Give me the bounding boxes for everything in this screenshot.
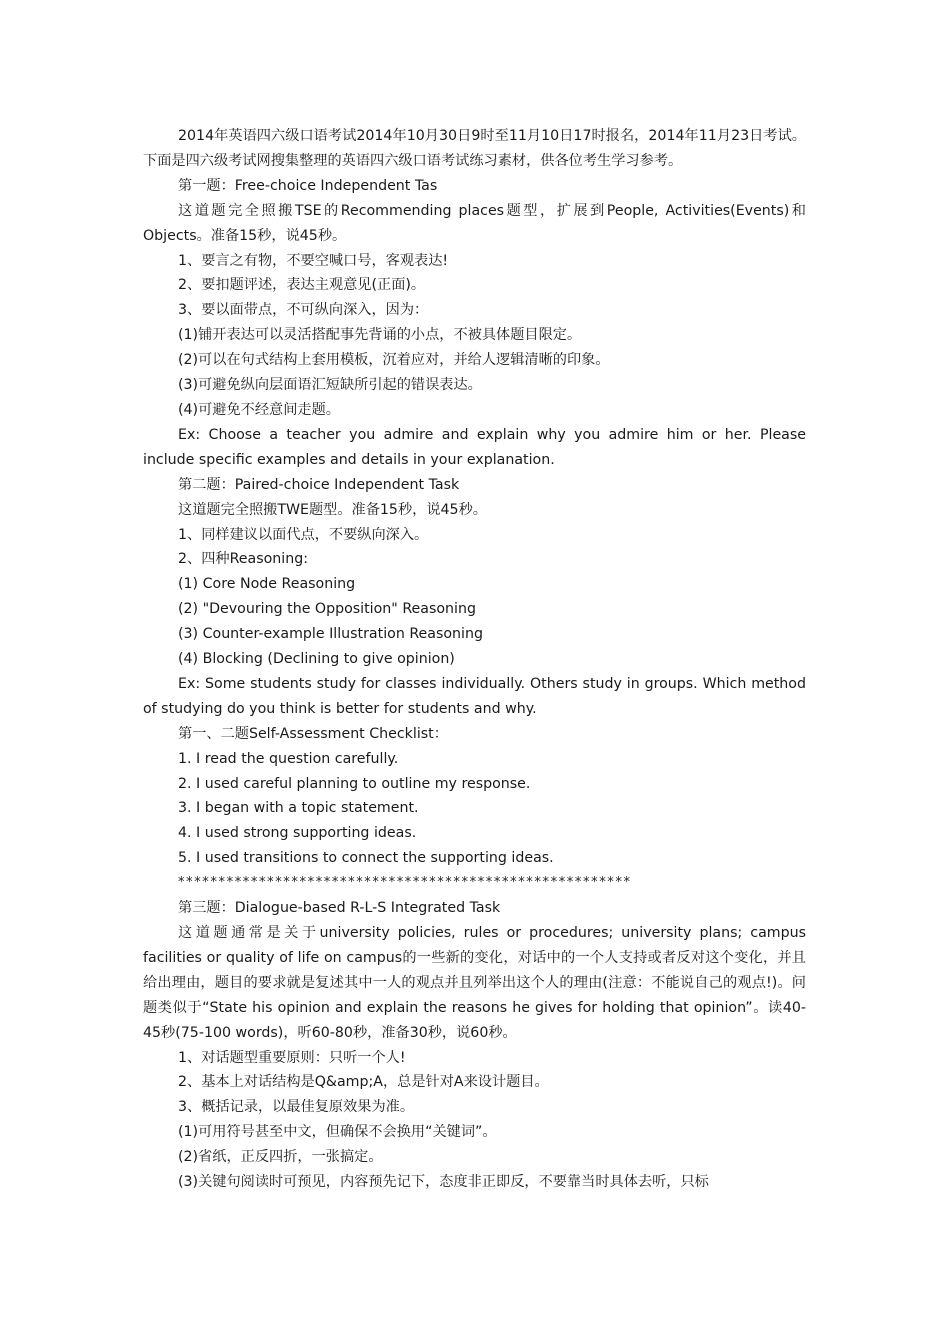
list-item: 1、要言之有物，不要空喊口号，客观表达!	[178, 252, 449, 269]
checklist-item: 4. I used strong supporting ideas.	[178, 825, 417, 842]
list-item: (3)可避免纵向层面语汇短缺所引起的错误表达。	[178, 377, 482, 394]
list-item: (4)可避免不经意间走题。	[178, 401, 340, 418]
list-item: (3)关键句阅读时可预见，内容预先记下，态度非正即反，不要靠当时具体去听，只标	[178, 1174, 709, 1191]
list-item: (2)可以在句式结构上套用模板，沉着应对，并给人逻辑清晰的印象。	[178, 352, 610, 369]
example-paragraph: Ex: Choose a teacher you admire and explain why you admire him or her. Please include specific examples and details in your explanation.	[143, 426, 806, 468]
list-item: 2、要扣题评述，表达主观意见(正面)。	[178, 277, 426, 294]
separator-line: ********************************************************	[178, 875, 632, 891]
list-item: (2)省纸，正反四折，一张搞定。	[178, 1149, 383, 1166]
list-item: 3、概括记录，以最佳复原效果为准。	[178, 1099, 415, 1116]
document-body	[143, 124, 806, 1195]
list-item: (1)可用符号甚至中文，但确保不会换用“关键词”。	[178, 1124, 497, 1141]
section-2-description: 这道题完全照搬TWE题型。准备15秒，说45秒。	[178, 501, 487, 518]
list-item: (1)铺开表达可以灵活搭配事先背诵的小点，不被具体题目限定。	[178, 327, 582, 344]
list-item: 1、同样建议以面代点，不要纵向深入。	[178, 526, 429, 543]
list-item: (4) Blocking (Declining to give opinion)	[178, 651, 455, 668]
list-item: 1、对话题型重要原则：只听一个人!	[178, 1049, 406, 1066]
list-item: (2) "Devouring the Opposition" Reasoning	[178, 601, 476, 618]
section-3-heading: 第三题：Dialogue-based R-L-S Integrated Task	[178, 900, 501, 917]
section-1-heading: 第一题：Free-choice Independent Tas	[178, 177, 438, 194]
example-paragraph: Ex: Some students study for classes individually. Others study in groups. Which method of studying do you think is better for students and why.	[143, 675, 806, 717]
intro-paragraph: 2014年英语四六级口语考试2014年10月30日9时至11月10日17时报名，2014年11月23日考试。下面是四六级考试网搜集整理的英语四六级口语考试练习素材，供各位考生学习参考。	[143, 128, 806, 169]
section-3-description: 这道题通常是关于university policies, rules or procedures; university plans; campus facilities or quality of life on campus的一些新的变化，对话中的一个人支持或者反对这个变化，并且给出理由，题目的要求就是复述其中一人的观点并且列举出这个人的理由(注意：不能说自己的观点!)。问题类似于“State his opinion and explain the reasons he gives for holding that opinion”。读40-45秒(75-100 words)，听60-80秒，准备30秒，说60秒。	[143, 925, 806, 1041]
section-1-description: 这道题完全照搬TSE的Recommending places题型，扩展到People, Activities(Events)和Objects。准备15秒，说45秒。	[143, 202, 806, 244]
checklist-item: 2. I used careful planning to outline my response.	[178, 775, 531, 792]
checklist-item: 1. I read the question carefully.	[178, 750, 399, 767]
checklist-heading: 第一、二题Self-Assessment Checklist：	[178, 725, 448, 742]
checklist-item: 3. I began with a topic statement.	[178, 800, 419, 817]
list-item: 2、四种Reasoning:	[178, 551, 309, 568]
list-item: 2、基本上对话结构是Q&amp;A，总是针对A来设计题目。	[178, 1074, 549, 1091]
list-item: 3、要以面带点，不可纵向深入，因为：	[178, 302, 429, 319]
section-2-heading: 第二题：Paired-choice Independent Task	[178, 476, 460, 493]
list-item: (3) Counter-example Illustration Reasoning	[178, 626, 483, 643]
list-item: (1) Core Node Reasoning	[178, 576, 356, 593]
checklist-item: 5. I used transitions to connect the supporting ideas.	[178, 850, 554, 867]
